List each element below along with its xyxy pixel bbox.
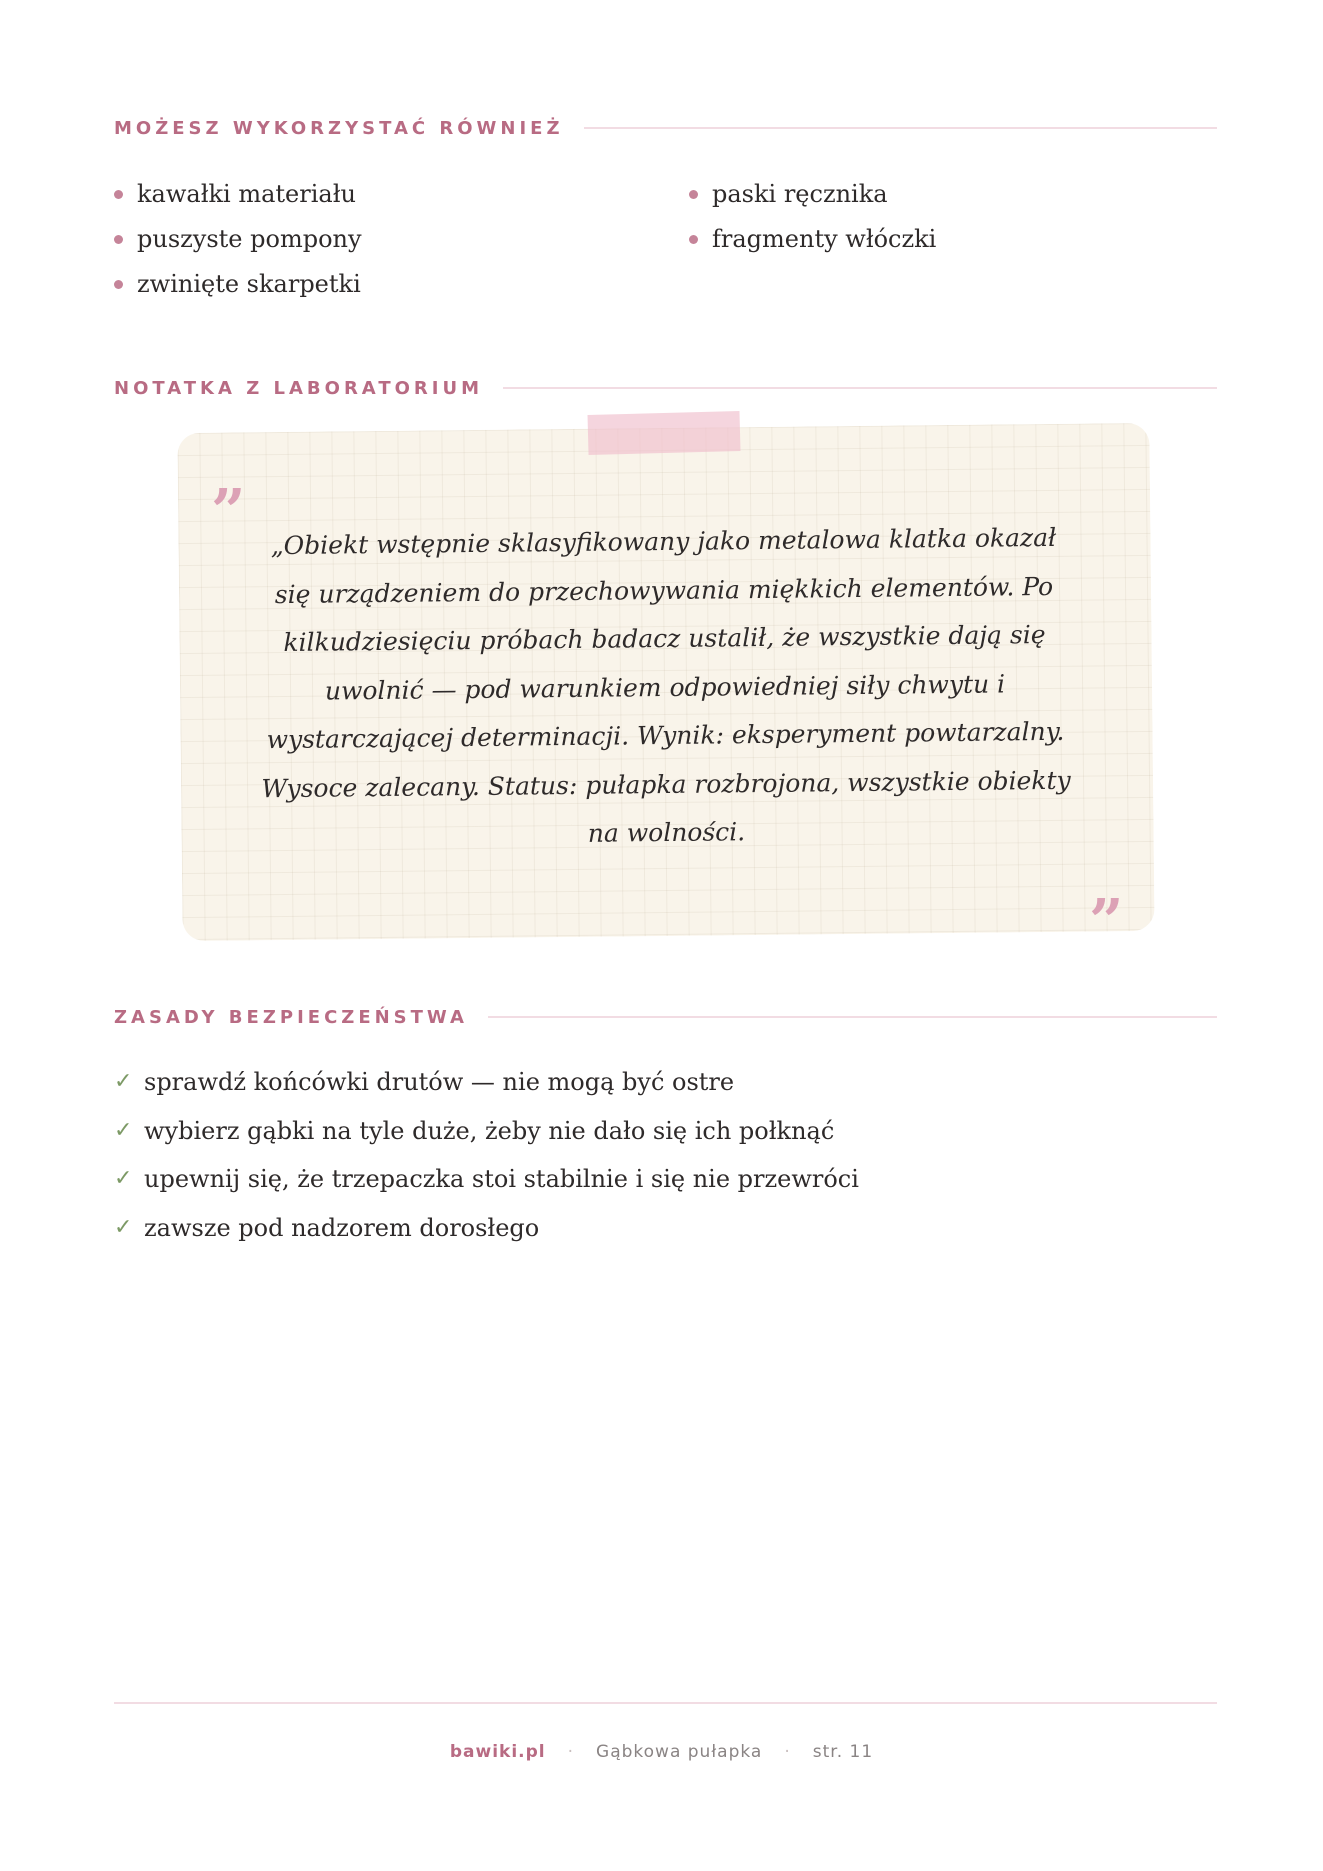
quote-close-icon: ” xyxy=(1089,887,1124,957)
list-item: kawałki materiału xyxy=(114,172,362,217)
section-title: NOTATKA Z LABORATORIUM xyxy=(114,377,484,399)
section-header-safety xyxy=(114,1005,1217,1029)
section-header-lab-note xyxy=(114,376,1217,400)
footer-separator: · xyxy=(567,1742,575,1762)
checklist-item: ✓ sprawdź końcówki drutów — nie mogą być ostre xyxy=(114,1058,859,1107)
bullet-icon xyxy=(114,190,123,199)
list-item: puszyste pompony xyxy=(114,217,362,262)
materials-list-left xyxy=(114,172,362,307)
list-item: zwinięte skarpetki xyxy=(114,262,362,307)
divider xyxy=(488,1016,1217,1018)
checklist-item: ✓ upewnij się, że trzepaczka stoi stabilnie i się nie przewróci xyxy=(114,1155,859,1204)
bullet-icon xyxy=(689,235,698,244)
section-title: MOŻESZ WYKORZYSTAĆ RÓWNIEŻ xyxy=(114,117,564,139)
list-item: paski ręcznika xyxy=(689,172,936,217)
materials-list-right xyxy=(689,172,936,262)
tape-strip xyxy=(588,411,741,455)
bullet-icon xyxy=(114,235,123,244)
lab-note-quote: „Obiekt wstępnie sklasyfikowany jako metalowa klatka okazał się urządzeniem do przechowywania miękkich elementów. Po kilkudziesięciu próbach badacz ustalił, że wszystkie dają się uwolnić — pod warunkiem odpowiedniej siły chwytu i wystarczającej determinacji. Wynik: eksperyment powtarzalny. Wysoce zalecany. Status: pułapka rozbrojona, wszystkie obiekty na wolności. xyxy=(261,522,1071,848)
footer-brand-link[interactable]: bawiki.pl xyxy=(449,1742,546,1762)
section-title: ZASADY BEZPIECZEŃSTWA xyxy=(114,1006,468,1028)
check-icon: ✓ xyxy=(114,1214,133,1240)
checklist-item: ✓ zawsze pod nadzorem dorosłego xyxy=(114,1204,859,1253)
section-header-also-use xyxy=(114,116,1217,140)
safety-checklist xyxy=(114,1058,859,1252)
check-icon: ✓ xyxy=(114,1166,133,1191)
divider xyxy=(503,387,1217,389)
quote-open-icon: ” xyxy=(211,477,246,547)
bullet-icon xyxy=(689,190,698,199)
footer-doc-title: Gąbkowa pułapka xyxy=(596,1742,763,1762)
page-number: str. 11 xyxy=(812,1742,874,1762)
check-icon: ✓ xyxy=(114,1069,133,1094)
checklist-item: ✓ wybierz gąbki na tyle duże, żeby nie dało się ich połknąć xyxy=(114,1107,859,1156)
check-icon: ✓ xyxy=(114,1117,133,1143)
bullet-icon xyxy=(114,280,123,289)
footer-divider xyxy=(114,1702,1217,1704)
footer-separator: · xyxy=(784,1742,791,1762)
divider xyxy=(584,127,1218,129)
page-footer xyxy=(0,1742,1323,1762)
list-item: fragmenty włóczki xyxy=(689,217,936,262)
